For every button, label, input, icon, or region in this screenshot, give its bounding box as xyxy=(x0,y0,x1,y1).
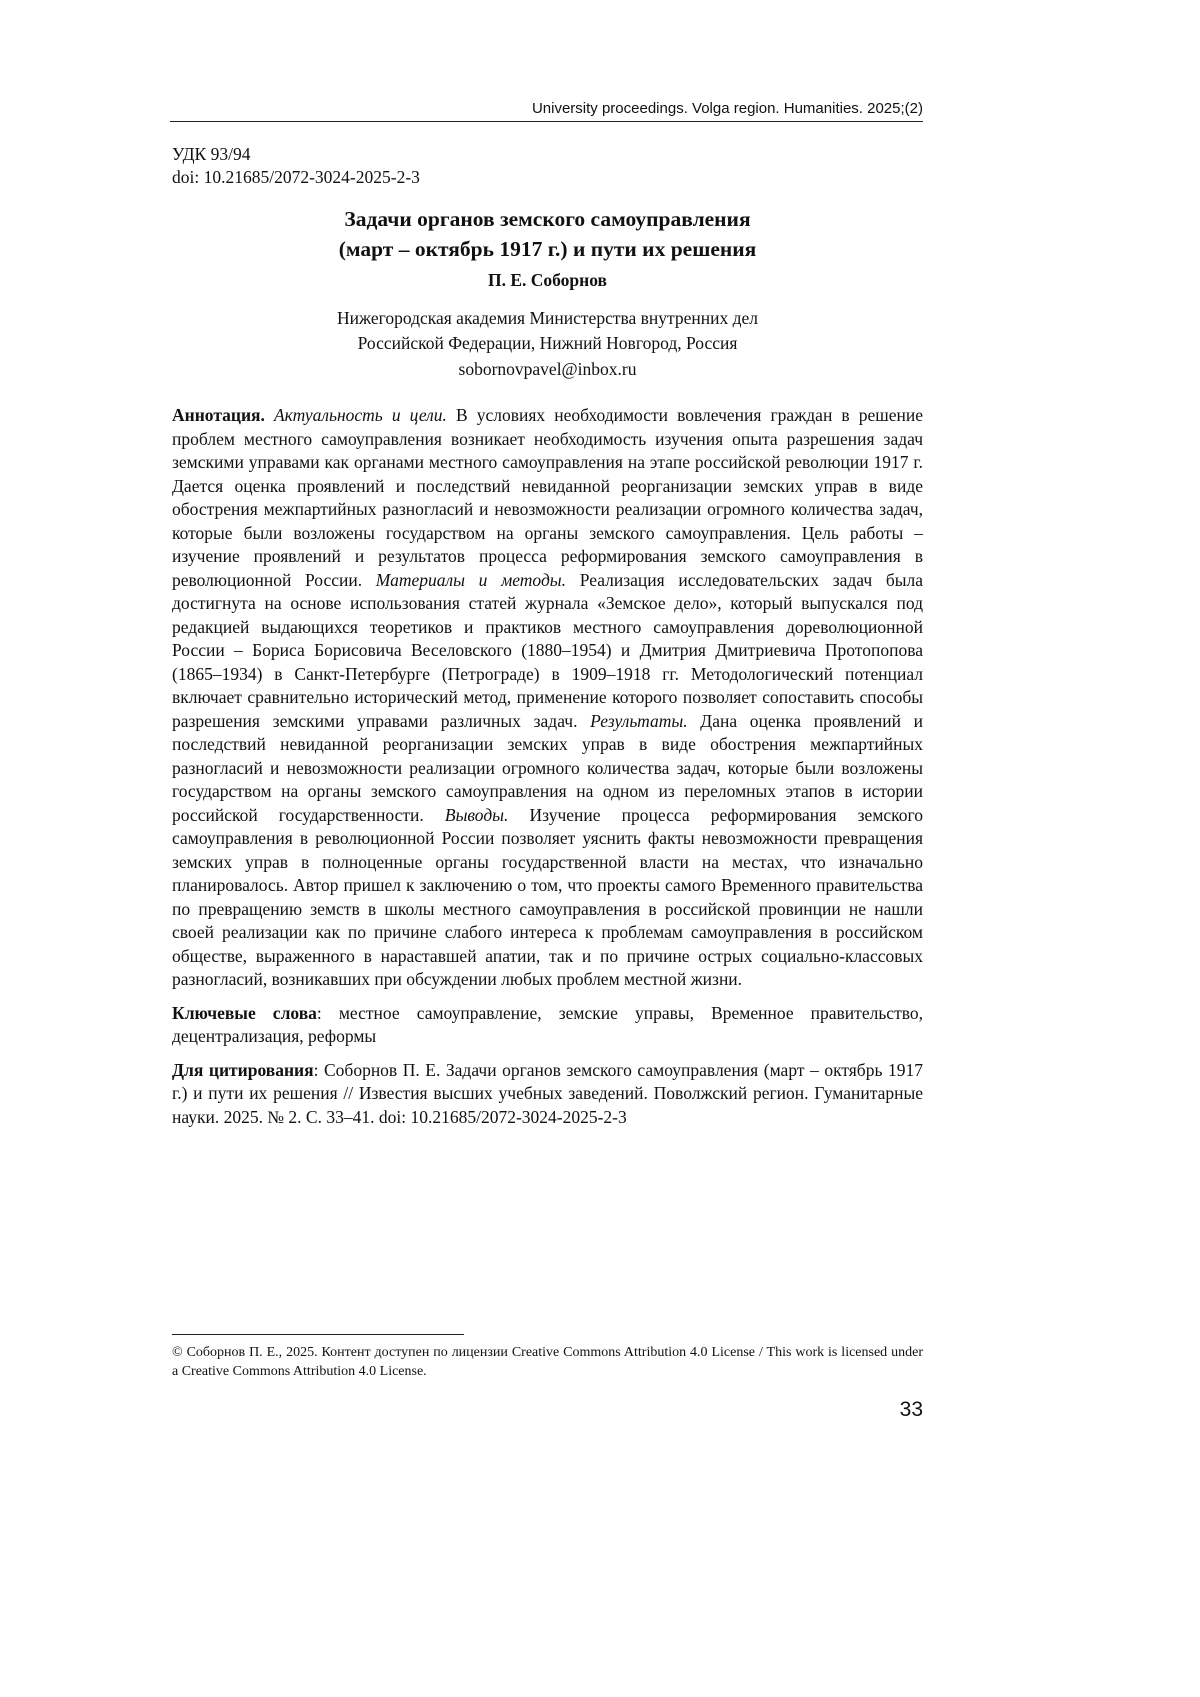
title-line-1: Задачи органов земского самоуправления xyxy=(344,207,751,231)
materials-text: Реализация исследовательских задач была достигнута на основе использования статей журнала «Земское дело», который выпускался под редакцией выдающихся теоретиков и практиков местного самоуправления дореволюционной России – Бориса Борисовича Веселовского (1880–1954) и Дмитрия Дмитриевича Протопопова (1865–1934) в Санкт-Петербурге (Петрограде) в 1909–1918 гг. Методологический потенциал включает сравнительно исторический метод, применение которого позволяет сопоставить способы разрешения земскими управами различных задач. xyxy=(172,569,923,731)
author-name: П. Е. Соборнов xyxy=(487,270,608,290)
citation-text: : Соборнов П. Е. Задачи органов земского самоуправления (март – октябрь 1917 г.) и пути их решения // Известия высших учебных заведений. Поволжский регион. Гуманитарные науки. 2025. № 2. С. 33–41. doi: 10.21685/2072-3024-2025-2-3 xyxy=(172,1059,923,1127)
keywords-text: : местное самоуправление, земские управы, Временное правительство, децентрализация, реформы xyxy=(172,1002,923,1046)
affiliation-line-2: Российской Федерации, Нижний Новгород, Россия xyxy=(357,333,738,353)
license-footnote: © Соборнов П. Е., 2025. Контент доступен по лицензии Creative Commons Attribution 4.0 License / This work is licensed under a Creative Commons Attribution 4.0 License. xyxy=(172,1345,923,1379)
doi: doi: 10.21685/2072-3024-2025-2-3 xyxy=(172,167,420,187)
citation-paragraph xyxy=(172,1059,923,1130)
conclusions-label: Выводы. xyxy=(444,804,509,825)
conclusions-text: Изучение процесса реформирования земского самоуправления в революционной России позволяет уяснить факты невозможности превращения земских управ в полноценные органы государственной власти на местах, что изначально планировалось. Автор пришел к заключению о том, что проекты самого Временного правительства по превращению земств в школы местного самоуправления в российской провинции не нашли своей реализации как по причине слабого интереса к проблемам самоуправления в российском обществе, выраженного в нараставшей апатии, так и по причине острых социально-классовых разногласий, возникавших при обсуждении любых проблем местной жизни. xyxy=(172,804,924,989)
running-header: University proceedings. Volga region. Humanities. 2025;(2) xyxy=(170,100,923,122)
page-number: 33 xyxy=(899,1398,923,1421)
abstract-label: Аннотация. xyxy=(172,405,265,425)
footnote-divider xyxy=(172,1334,464,1335)
affiliation-line-1: Нижегородская академия Министерства внутренних дел xyxy=(336,308,759,328)
article-identifiers xyxy=(172,143,420,189)
author-email: sobornovpavel@inbox.ru xyxy=(458,359,637,379)
keywords-paragraph xyxy=(172,1002,923,1049)
abstract-block xyxy=(172,404,923,1139)
title-line-2: (март – октябрь 1917 г.) и пути их решения xyxy=(338,237,757,261)
relevance-label: Актуальность и цели. xyxy=(273,405,447,425)
citation-label: Для цитирования xyxy=(172,1059,314,1080)
results-text: Дана оценка проявлений и последствий невиданной реорганизации земских управ в виде обострения межпартийных разногласий и невозможности реализации огромного количества задач, которые были возложены государством на органы земского самоуправления на одном из переломных этапов в истории российской государственности. xyxy=(172,710,923,825)
article-title xyxy=(172,204,923,264)
materials-label: Материалы и методы. xyxy=(375,569,567,590)
relevance-text: В условиях необходимости вовлечения граждан в решение проблем местного самоуправления возникает необходимость изучения опыта разрешения задач земскими управами как органами местного самоуправления на этапе российской революции 1917 г. Дается оценка проявлений и последствий невиданной реорганизации земских управ в виде обострения межпартийных разногласий и невозможности реализации огромного количества задач, которые были возложены государством на органы земского самоуправления. Цель работы – изучение проявлений и результатов процесса реформирования земского самоуправления в революционной России. xyxy=(172,405,923,590)
keywords-label: Ключевые слова xyxy=(172,1002,317,1023)
results-label: Результаты. xyxy=(590,710,688,731)
udk-code: УДК 93/94 xyxy=(172,144,251,164)
affiliation xyxy=(172,306,923,356)
abstract-paragraph xyxy=(172,404,923,992)
